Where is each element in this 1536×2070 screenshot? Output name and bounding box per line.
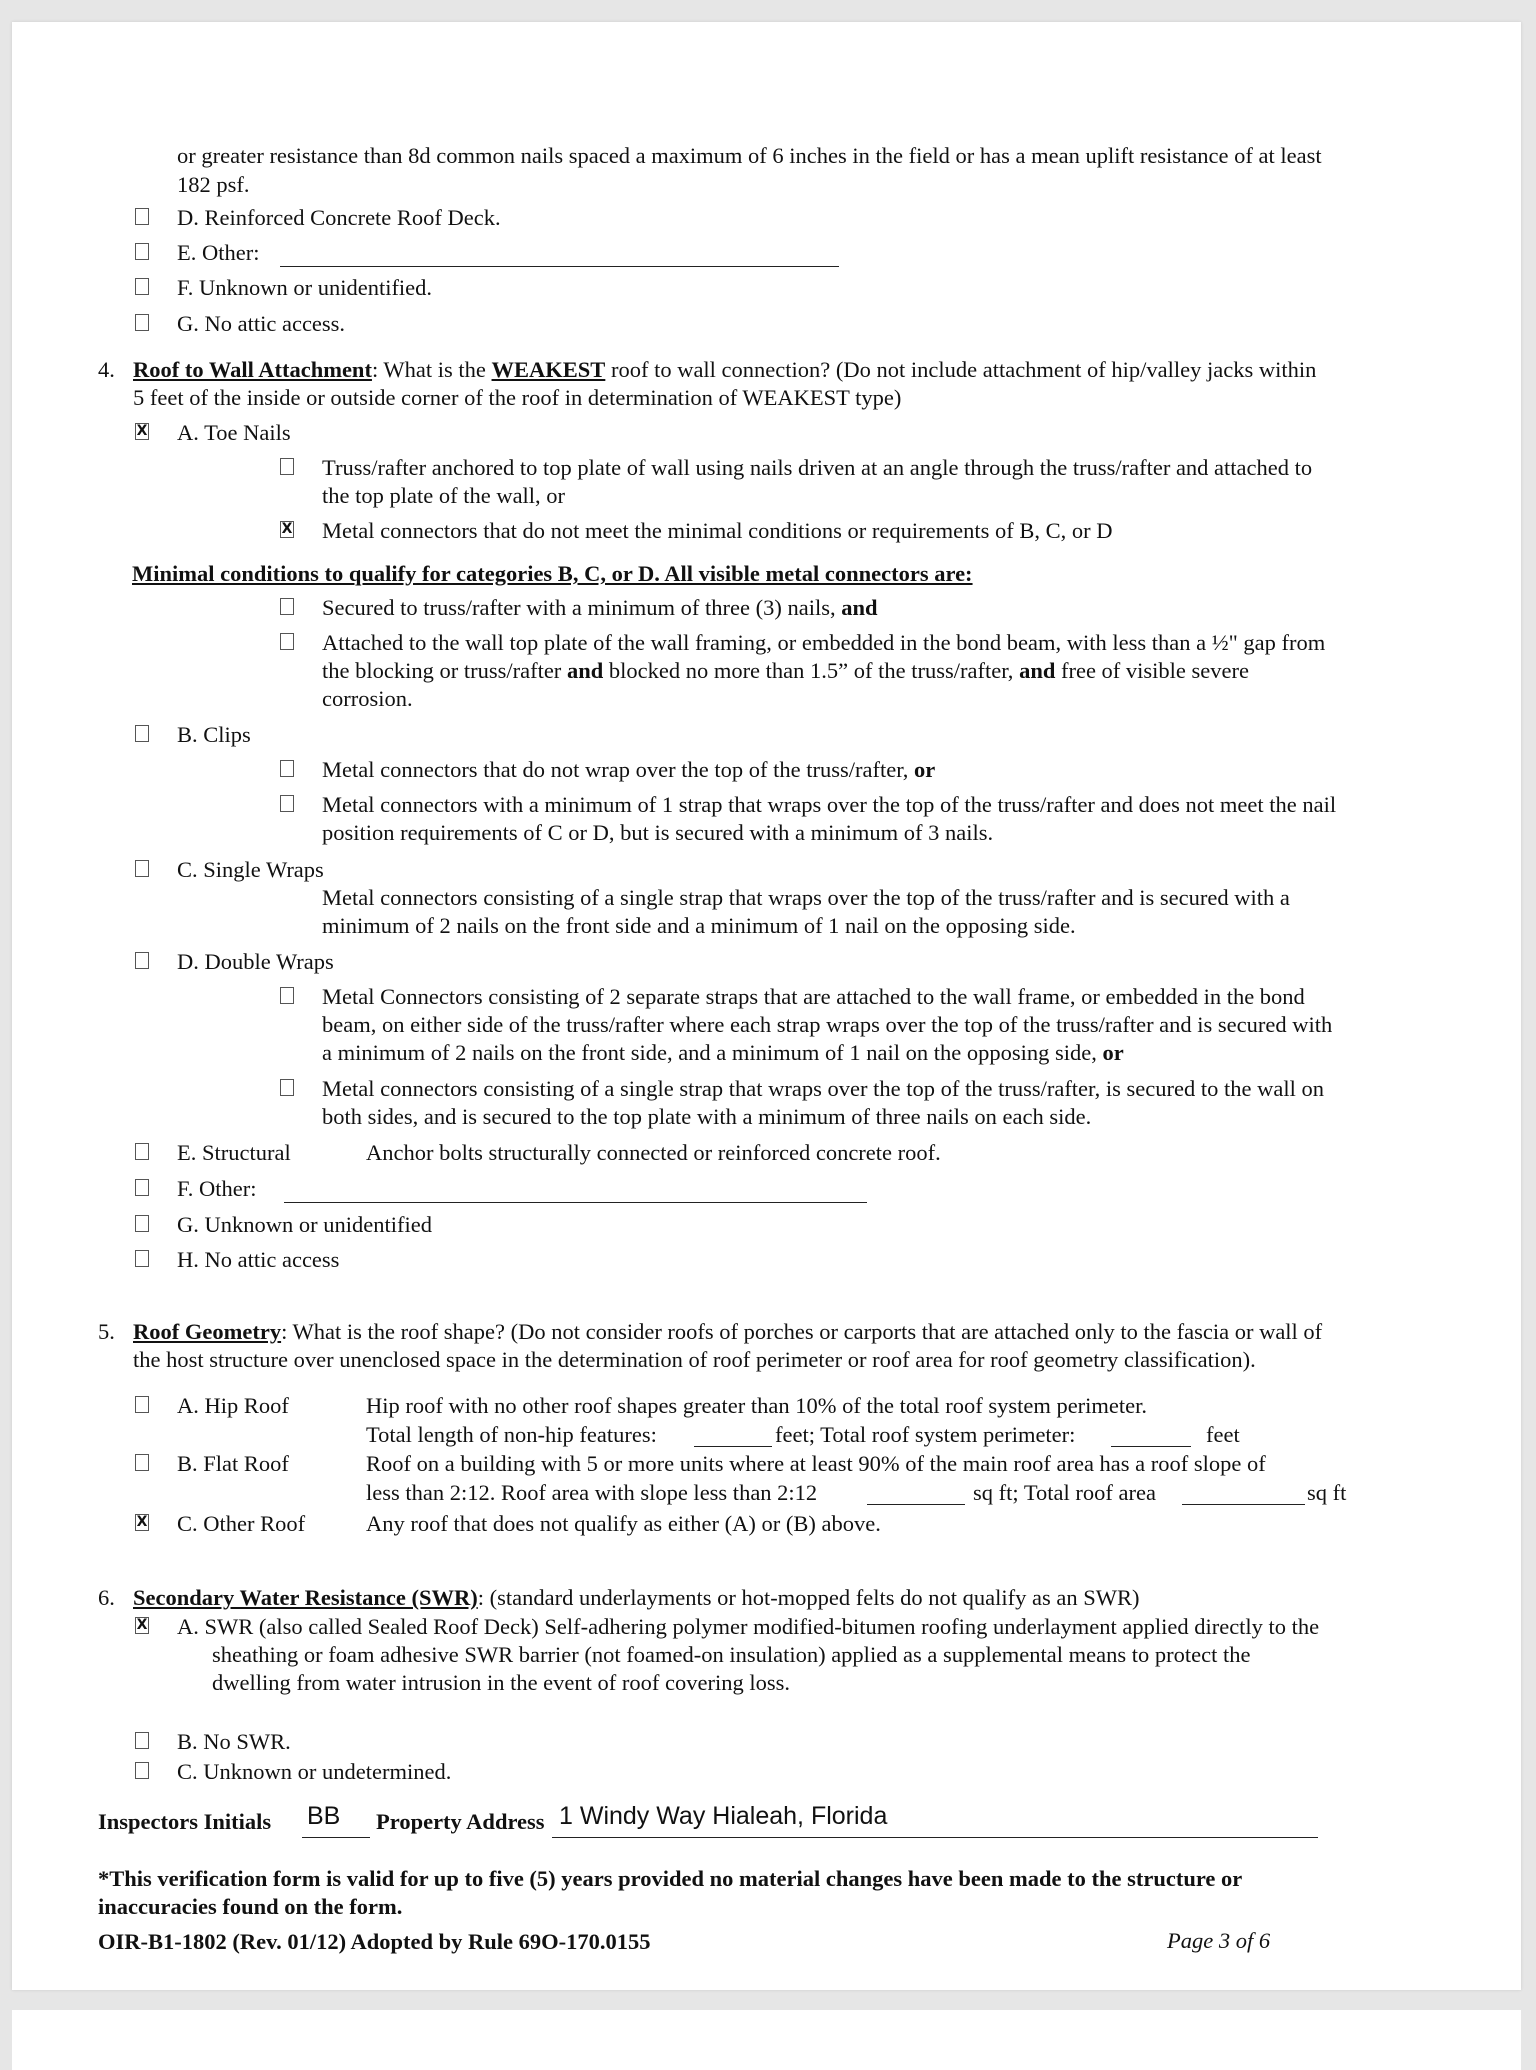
q4-b-sub2-line2: position requirements of C or D, but is secured with a minimum of 3 nails. — [322, 820, 994, 845]
deck-cont-line1: or greater resistance than 8d common nails spaced a maximum of 6 inches in the field or has a mean uplift resistance of at least — [177, 143, 1322, 168]
q4-b-sub2-checkbox[interactable] — [280, 795, 294, 812]
q4-a-sub1-checkbox[interactable] — [280, 458, 294, 475]
q6-option-b: B. No SWR. — [177, 1729, 291, 1754]
q4-option-h: H. No attic access — [177, 1247, 340, 1272]
q5-option-a: A. Hip Roof — [177, 1393, 289, 1418]
q4-d-sub1-checkbox[interactable] — [280, 987, 294, 1004]
validity-note-line2: inaccuracies found on the form. — [98, 1894, 403, 1919]
q6-option-a-line2: sheathing or foam adhesive SWR barrier (not foamed-on insulation) applied as a supplemental means to protect the — [212, 1642, 1251, 1667]
q4-a-sub2-checkbox[interactable]: X — [281, 521, 293, 537]
q5-b-desc2a: less than 2:12. Roof area with slope less than 2:12 — [366, 1480, 818, 1505]
q4-option-a: A. Toe Nails — [177, 420, 291, 445]
q4-f-checkbox[interactable] — [135, 1179, 149, 1196]
deck-cont-line2: 182 psf. — [177, 172, 250, 197]
q6-number: 6. — [98, 1585, 115, 1610]
q4-a-sub1-line1: Truss/rafter anchored to top plate of wall using nails driven at an angle through the truss/rafter and attached to — [322, 455, 1313, 480]
q4-question-line2: 5 feet of the inside or outside corner of the roof in determination of WEAKEST type) — [133, 385, 902, 410]
q4-d-sub1-line2: beam, on either side of the truss/rafter where each strap wraps over the top of the truss/rafter and is secured with — [322, 1012, 1333, 1037]
q4-option-g: G. Unknown or unidentified — [177, 1212, 432, 1237]
form-page — [12, 22, 1521, 1990]
q4-a-checkbox[interactable]: X — [136, 423, 148, 439]
page-number: Page 3 of 6 — [1167, 1928, 1271, 1953]
q6-c-checkbox[interactable] — [135, 1762, 149, 1779]
q4-d-checkbox[interactable] — [135, 952, 149, 969]
q5-b-desc1: Roof on a building with 5 or more units where at least 90% of the main roof area has a roof slope of — [366, 1451, 1266, 1476]
min2-line3: corrosion. — [322, 686, 413, 711]
q6-option-a-line3: dwelling from water intrusion in the event of roof covering loss. — [212, 1670, 790, 1695]
q4-d-sub1-line3: a minimum of 2 nails on the front side, and a minimum of 1 nail on the opposing side, or — [322, 1040, 1124, 1065]
q5-option-c: C. Other Roof — [177, 1511, 306, 1536]
q4-number: 4. — [98, 357, 115, 382]
q5-a-desc2c: feet — [1206, 1422, 1240, 1447]
q4-option-d: D. Double Wraps — [177, 949, 334, 974]
q4-option-f: F. Other: — [177, 1176, 257, 1201]
min2-line1: Attached to the wall top plate of the wall framing, or embedded in the bond beam, with less than a ½" gap from — [322, 630, 1326, 655]
q6-option-c: C. Unknown or undetermined. — [177, 1759, 452, 1784]
q6-heading: Secondary Water Resistance (SWR) — [133, 1585, 478, 1610]
q5-question-line2: the host structure over unenclosed space in the determination of roof perimeter or roof area for roof geometry classification). — [133, 1347, 1256, 1372]
q4-other-field[interactable] — [284, 1202, 867, 1203]
min1-checkbox[interactable] — [280, 598, 294, 615]
q4-g-checkbox[interactable] — [135, 1215, 149, 1232]
min2-checkbox[interactable] — [280, 633, 294, 650]
q5-a-desc2b: feet; Total roof system perimeter: — [775, 1422, 1076, 1447]
deck-g-checkbox[interactable] — [135, 314, 149, 331]
q4-heading: Roof to Wall Attachment — [133, 357, 372, 382]
q4-e-description: Anchor bolts structurally connected or reinforced concrete roof. — [366, 1140, 941, 1165]
property-address-value[interactable]: 1 Windy Way Hialeah, Florida — [559, 1802, 888, 1830]
initials-underline — [302, 1837, 370, 1838]
min2-line2: the blocking or truss/rafter and blocked no more than 1.5” of the truss/rafter, and free of visible severe — [322, 658, 1249, 683]
q4-option-e: E. Structural — [177, 1140, 291, 1165]
q5-b-desc2b: sq ft; Total roof area — [973, 1480, 1156, 1505]
deck-option-d: D. Reinforced Concrete Roof Deck. — [177, 205, 501, 230]
q6-option-a-line1: A. SWR (also called Sealed Roof Deck) Self-adhering polymer modified-bitumen roofing underlayment applied directly to the — [177, 1614, 1320, 1639]
q5-b-desc2c: sq ft — [1307, 1480, 1347, 1505]
q4-e-checkbox[interactable] — [135, 1143, 149, 1160]
deck-option-e: E. Other: — [177, 240, 260, 265]
inspector-initials-label: Inspectors Initials — [98, 1809, 272, 1834]
low-slope-area-field[interactable] — [867, 1504, 965, 1505]
inspector-initials-value[interactable]: BB — [307, 1802, 341, 1830]
q5-question: Roof Geometry: What is the roof shape? (Do not consider roofs of porches or carports that are attached only to the fascia or wall of — [133, 1319, 1323, 1344]
q4-d-sub1-line1: Metal Connectors consisting of 2 separate straps that are attached to the wall frame, or embedded in the bond — [322, 984, 1305, 1009]
q4-c-line1: Metal connectors consisting of a single strap that wraps over the top of the truss/rafter and is secured with a — [322, 885, 1290, 910]
q5-heading: Roof Geometry — [133, 1319, 282, 1344]
q4-a-sub1-line2: the top plate of the wall, or — [322, 483, 566, 508]
q5-option-b: B. Flat Roof — [177, 1451, 289, 1476]
min1-text: Secured to truss/rafter with a minimum of three (3) nails, and — [322, 595, 878, 620]
q5-number: 5. — [98, 1319, 115, 1344]
deck-e-checkbox[interactable] — [135, 243, 149, 260]
deck-f-checkbox[interactable] — [135, 278, 149, 295]
form-identifier: OIR-B1-1802 (Rev. 01/12) Adopted by Rule 69O-170.0155 — [98, 1929, 651, 1954]
q5-a-desc2a: Total length of non-hip features: — [366, 1422, 657, 1447]
q4-c-line2: minimum of 2 nails on the front side and a minimum of 1 nail on the opposing side. — [322, 913, 1076, 938]
q4-a-sub2: Metal connectors that do not meet the minimal conditions or requirements of B, C, or D — [322, 518, 1113, 543]
deck-option-g: G. No attic access. — [177, 311, 346, 336]
q6-b-checkbox[interactable] — [135, 1732, 149, 1749]
q4-option-c: C. Single Wraps — [177, 857, 324, 882]
address-underline — [552, 1837, 1318, 1838]
minimal-conditions-heading: Minimal conditions to qualify for categories B, C, or D. All visible metal connectors are: — [132, 561, 973, 586]
property-address-label: Property Address — [376, 1809, 545, 1834]
q4-b-sub1: Metal connectors that do not wrap over the top of the truss/rafter, or — [322, 757, 936, 782]
q4-c-checkbox[interactable] — [135, 860, 149, 877]
q4-weakest: WEAKEST — [491, 357, 606, 382]
q4-d-sub2-checkbox[interactable] — [280, 1079, 294, 1096]
q4-b-sub1-checkbox[interactable] — [280, 760, 294, 777]
q4-question: Roof to Wall Attachment: What is the WEAKEST roof to wall connection? (Do not include attachment of hip/valley jacks within — [133, 357, 1317, 382]
q5-a-checkbox[interactable] — [135, 1396, 149, 1413]
q5-a-desc1: Hip roof with no other roof shapes greater than 10% of the total roof system perimeter. — [366, 1393, 1148, 1418]
next-page-edge — [12, 2010, 1521, 2070]
validity-note-line1: *This verification form is valid for up to five (5) years provided no material changes have been made to the structure or — [98, 1866, 1243, 1891]
non-hip-length-field[interactable] — [694, 1446, 772, 1447]
deck-d-checkbox[interactable] — [135, 208, 149, 225]
total-roof-area-field[interactable] — [1182, 1504, 1305, 1505]
q6-question: Secondary Water Resistance (SWR): (standard underlayments or hot-mopped felts do not qualify as an SWR) — [133, 1585, 1140, 1610]
q4-h-checkbox[interactable] — [135, 1250, 149, 1267]
q4-d-sub2-line2: both sides, and is secured to the top plate with a minimum of three nails on each side. — [322, 1104, 1092, 1129]
q5-c-checkbox[interactable]: X — [136, 1514, 148, 1530]
q4-d-sub2-line1: Metal connectors consisting of a single strap that wraps over the top of the truss/rafter, is secured to the wall on — [322, 1076, 1324, 1101]
roof-perimeter-field[interactable] — [1111, 1446, 1191, 1447]
deck-option-f: F. Unknown or unidentified. — [177, 275, 433, 300]
q6-a-checkbox[interactable]: X — [136, 1617, 148, 1633]
q5-b-checkbox[interactable] — [135, 1454, 149, 1471]
q4-b-sub2-line1: Metal connectors with a minimum of 1 strap that wraps over the top of the truss/rafter and does not meet the nail — [322, 792, 1337, 817]
q5-c-desc: Any roof that does not qualify as either (A) or (B) above. — [366, 1511, 881, 1536]
q4-option-b: B. Clips — [177, 722, 251, 747]
deck-other-field[interactable] — [280, 266, 839, 267]
q4-b-checkbox[interactable] — [135, 725, 149, 742]
